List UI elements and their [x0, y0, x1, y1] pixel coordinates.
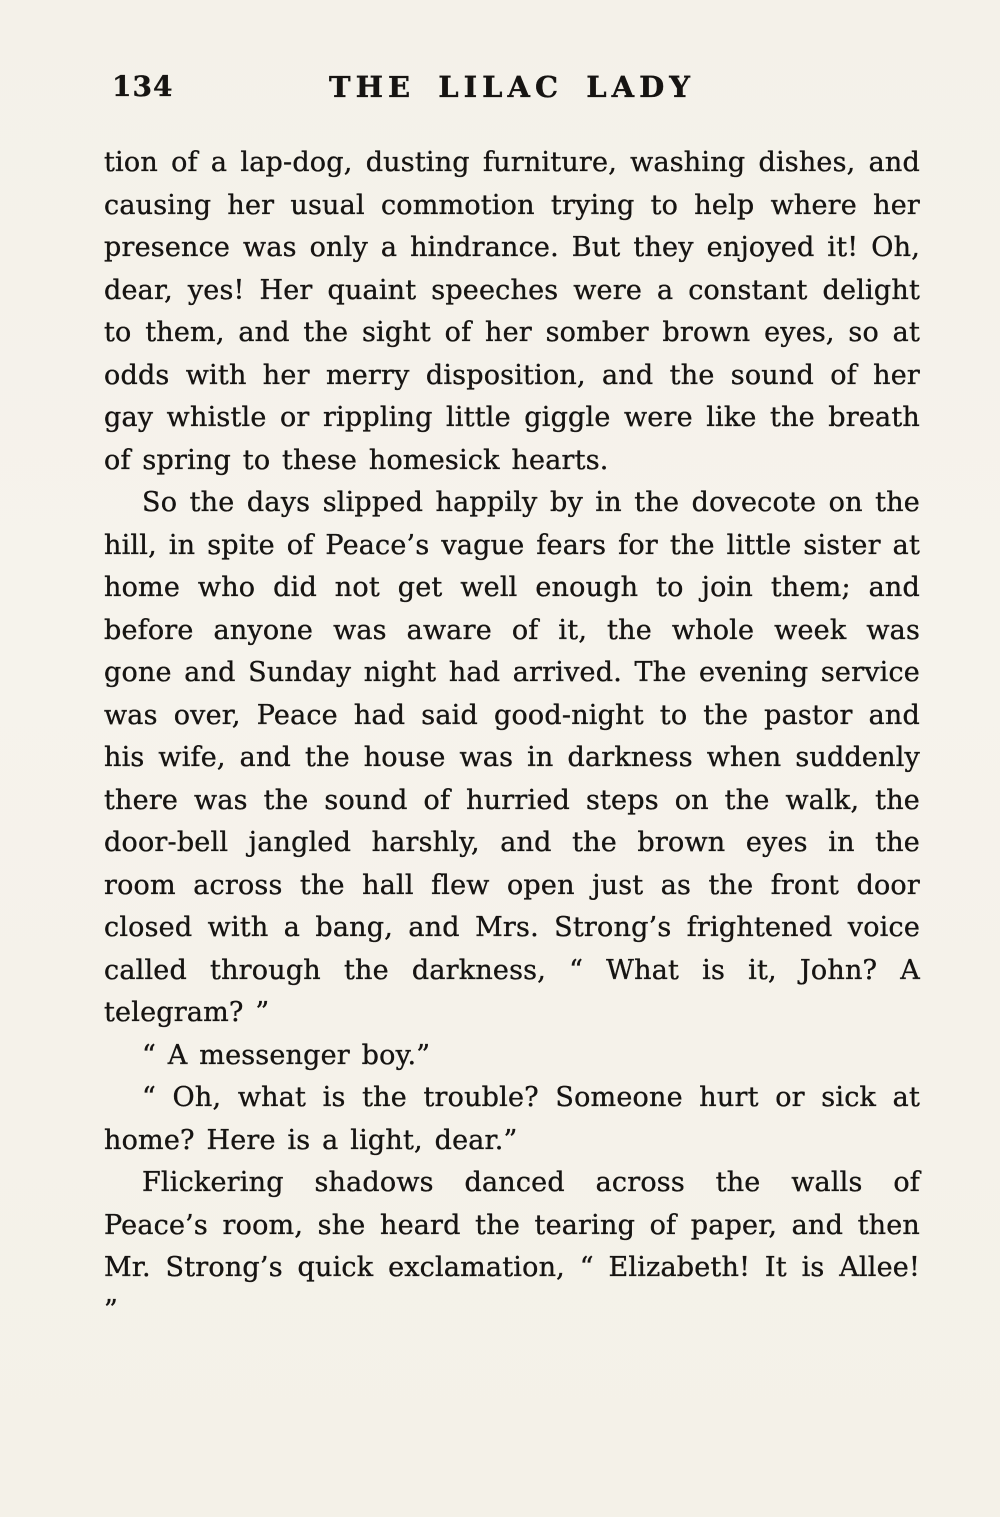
body-text-block [104, 142, 920, 1332]
page-content-area [104, 70, 920, 1332]
paragraph-continuation: tion of a lap-dog, dusting furniture, washing dishes, and causing her usual commotion trying to help where her presence was only a hindrance. But they enjoyed it! Oh, dear, yes! Her quaint speeches were a constant delight to them, and the sight of her somber brown eyes, so at odds with her merry disposition, and the sound of her gay whistle or rippling little giggle were like the breath of spring to these homesick hearts. [104, 147, 920, 476]
paragraph-dialogue: “ A messenger boy.” [142, 1039, 431, 1071]
page-number: 134 [112, 70, 174, 103]
paragraph-dialogue: “ Oh, what is the trouble? Someone hurt or sick at home? Here is a light, dear.” [104, 1082, 920, 1156]
page-header-title: THE LILAC LADY [329, 70, 695, 104]
paragraph: Flickering shadows danced across the walls of Peace’s room, she heard the tearing of paper, and then Mr. Strong’s quick exclamation, “ Elizabeth! It is Allee! ” [104, 1167, 920, 1326]
running-header [104, 70, 920, 110]
paragraph: So the days slipped happily by in the dovecote on the hill, in spite of Peace’s vague fears for the little sister at home who did not get well enough to join them; and before anyone was aware of it, the whole week was gone and Sunday night had arrived. The evening service was over, Peace had said good-night to the pastor and his wife, and the house was in darkness when suddenly there was the sound of hurried steps on the walk, the door-bell jangled harshly, and the brown eyes in the room across the hall flew open just as the front door closed with a bang, and Mrs. Strong’s frightened voice called through the darkness, “ What is it, John? A telegram? ” [104, 487, 920, 1028]
